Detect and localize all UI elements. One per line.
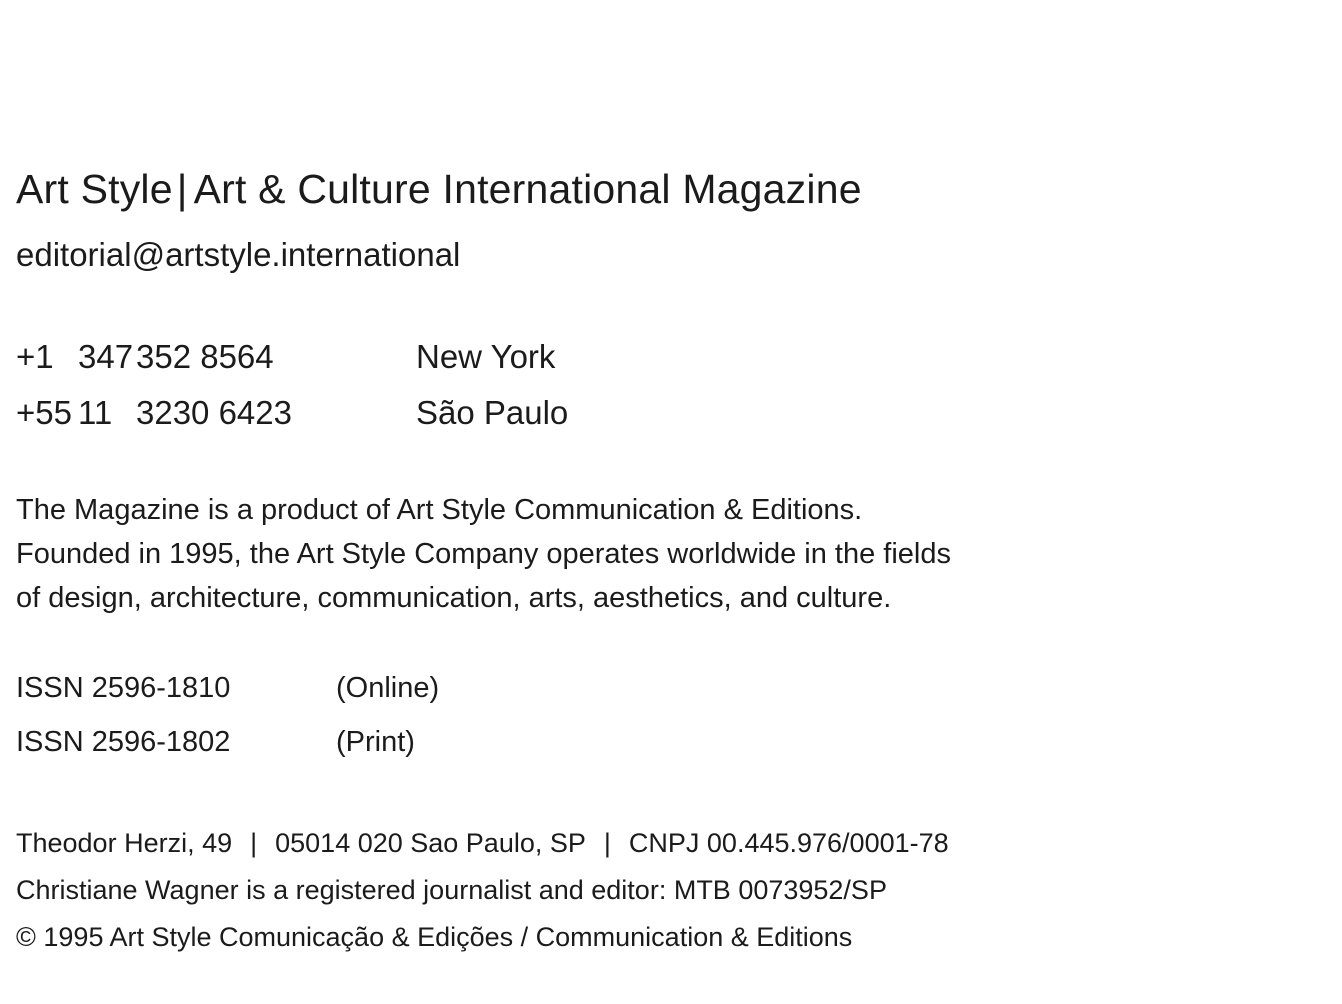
magazine-title-secondary: Art & Culture International Magazine: [193, 166, 862, 212]
magazine-title-primary: Art Style: [16, 166, 173, 212]
phone-area-code: 11: [78, 393, 113, 431]
phone-row: [16, 385, 1326, 440]
phone-list: [16, 329, 1326, 440]
about-paragraph: [16, 488, 1326, 620]
legal-separator: |: [250, 827, 258, 858]
phone-number-saopaulo[interactable]: [16, 385, 416, 440]
copyright-notice: © 1995 Art Style Comunicação & Edições / Communication & Editions: [16, 922, 853, 953]
phone-country-code: +55: [16, 393, 72, 431]
phone-city-newyork: New York: [416, 338, 556, 376]
phone-number-newyork[interactable]: [16, 329, 416, 384]
issn-code-print: ISSN 2596-1802: [16, 726, 231, 759]
phone-row: [16, 329, 1326, 384]
cnpj-number: CNPJ 00.445.976/0001-78: [628, 827, 949, 858]
about-line: The Magazine is a product of Art Style Communication & Editions.: [16, 494, 863, 527]
street-address: Theodor Herzi, 49: [16, 827, 233, 858]
phone-area-code: 347: [78, 338, 134, 376]
phone-local-number: 3230 6423: [136, 393, 292, 431]
editorial-email[interactable]: editorial@artstyle.international: [16, 236, 461, 274]
magazine-title: [16, 168, 1326, 211]
phone-local-number: 352 8564: [136, 338, 274, 376]
title-separator: |: [176, 166, 188, 212]
issn-format-print: (Print): [336, 726, 415, 759]
issn-list: [16, 662, 1326, 769]
postal-city: 05014 020 Sao Paulo, SP: [275, 827, 586, 858]
legal-separator: |: [603, 827, 611, 858]
issn-row-online: [16, 662, 1326, 716]
legal-block: [16, 820, 1326, 962]
journalist-registration: Christiane Wagner is a registered journalist and editor: MTB 0073952/SP: [16, 874, 887, 905]
about-line: of design, architecture, communication, arts, aesthetics, and culture.: [16, 582, 892, 615]
legal-address-line: [16, 820, 1326, 867]
phone-city-saopaulo: São Paulo: [416, 393, 569, 431]
issn-code-online: ISSN 2596-1810: [16, 672, 231, 705]
imprint-block: [16, 168, 1326, 961]
issn-format-online: (Online): [336, 672, 440, 705]
about-line: Founded in 1995, the Art Style Company operates worldwide in the fields: [16, 538, 951, 571]
issn-row-print: [16, 716, 1326, 770]
phone-country-code: +1: [16, 338, 54, 376]
